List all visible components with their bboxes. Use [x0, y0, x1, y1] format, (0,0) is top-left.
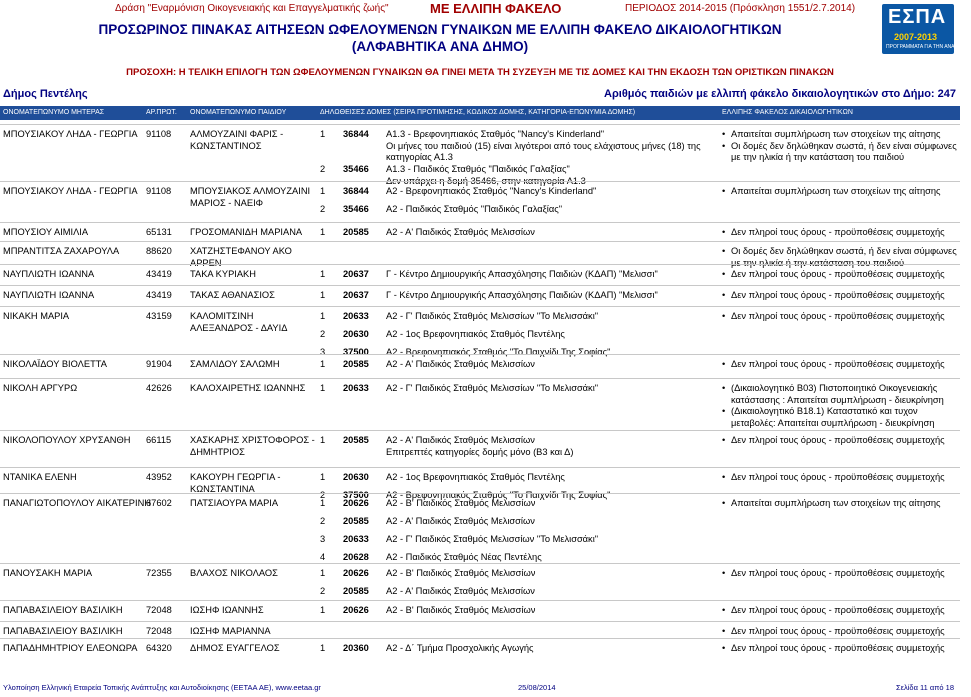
structure-code: 36844	[343, 186, 369, 196]
reason-item: • Απαιτείται συμπλήρωση των στοιχείων της αίτησης	[722, 498, 958, 510]
structure-name: Γ - Κέντρο Δημιουργικής Απασχόλησης Παιδιών (ΚΔΑΠ) "Μελισσι"	[386, 290, 658, 300]
registration-number: 43159	[146, 311, 172, 321]
mother-name: ΝΙΚΟΛΗ ΑΡΓΥΡΩ	[3, 383, 78, 393]
municipality-name: Δήμος Πεντέλης	[3, 88, 88, 100]
structure-note: Οι μήνες του παιδιού (15) είναι λιγότεροι από τους ελάχιστους μήνες (18) της κατηγορίας Α1.3	[386, 140, 701, 162]
reasons-list	[722, 568, 958, 580]
child-name: ΧΑΣΚΑΡΗΣ ΧΡΙΣΤΟΦΟΡΟΣ - ΔΗΜΗΤΡΙΟΣ	[190, 435, 315, 457]
mother-name: ΠΑΠΑΔΗΜΗΤΡΙΟΥ ΕΛΕΟΝΩΡΑ	[3, 643, 138, 653]
structure-name: Α2 - 1ος Βρεφονηπιακός Σταθμός Πεντέλης	[386, 329, 565, 339]
registration-number: 66115	[146, 435, 172, 445]
col-child: ΟΝΟΜΑΤΕΠΩΝΥΜΟ ΠΑΙΔΙΟΥ	[190, 109, 287, 116]
registration-number: 91108	[146, 186, 172, 196]
reason-item: • Δεν πληροί τους όρους - προϋποθέσεις συμμετοχής	[722, 643, 958, 655]
structure-name: Α2 - Α' Παιδικός Σταθμός Μελισσίων	[386, 586, 535, 596]
child-name: ΓΡΟΣΟΜΑΝΙΔΗ ΜΑΡΙΑΝΑ	[190, 227, 303, 237]
preference-order: 1	[320, 383, 326, 393]
mother-name: ΠΑΠΑΒΑΣΙΛΕΙΟΥ ΒΑΣΙΛΙΚΗ	[3, 626, 123, 636]
preference-order: 1	[320, 359, 326, 369]
reasons-list	[722, 269, 958, 281]
registration-number: 64320	[146, 643, 172, 653]
preference-order: 1	[320, 568, 326, 578]
preference-order: 1	[320, 605, 326, 615]
child-name: ΙΩΣΗΦ ΙΩΑΝΝΗΣ	[190, 605, 264, 615]
child-name: ΤΑΚΑΣ ΑΘΑΝΑΣΙΟΣ	[190, 290, 275, 300]
structure-code: 20585	[343, 516, 369, 526]
structure-code: 20585	[343, 359, 369, 369]
table-row	[0, 563, 960, 596]
reason-item: • Οι δομές δεν δηλώθηκαν σωστά, ή δεν είναι σύμφωνες με την ηλικία ή την κατάσταση του παιδιού	[722, 141, 958, 164]
reason-item: • Δεν πληροί τους όρους - προϋποθέσεις συμμετοχής	[722, 269, 958, 281]
structure-code: 20633	[343, 534, 369, 544]
preference-order: 1	[320, 311, 326, 321]
preference-order: 2	[320, 586, 326, 596]
mother-name: ΠΑΝΟΥΣΑΚΗ ΜΑΡΙΑ	[3, 568, 93, 578]
reasons-list	[722, 129, 958, 164]
reasons-list	[722, 290, 958, 302]
registration-number: 72355	[146, 568, 172, 578]
structure-name: Α1.3 - Παιδικός Σταθμός "Παιδικός Γαλαξίας"	[386, 164, 570, 174]
espa-logo-sub: ΠΡΟΓΡΑΜΜΑΤΑ ΓΙΑ ΤΗΝ ΑΝΑΠΤΥΞΗ	[886, 44, 971, 50]
reasons-list	[722, 227, 958, 239]
preference-order: 2	[320, 516, 326, 526]
registration-number: 72048	[146, 626, 172, 636]
mother-name: ΜΠΟΥΣΙΑΚΟΥ ΛΗΔΑ - ΓΕΩΡΓΙΑ	[3, 129, 138, 139]
structure-name: Α2 - Α' Παιδικός Σταθμός Μελισσίων	[386, 435, 535, 445]
registration-number: 43419	[146, 290, 172, 300]
preference-order: 1	[320, 472, 326, 482]
child-name: ΒΛΑΧΟΣ ΝΙΚΟΛΑΟΣ	[190, 568, 278, 578]
structure-name: Α2 - Δ΄ Τμήμα Προσχολικής Αγωγής	[386, 643, 534, 653]
table-row	[0, 600, 960, 615]
structure-name: Α2 - Α' Παιδικός Σταθμός Μελισσίων	[386, 516, 535, 526]
reason-item: • Απαιτείται συμπλήρωση των στοιχείων της αίτησης	[722, 129, 958, 141]
structure-code: 20585	[343, 227, 369, 237]
structure-name: Α2 - Α' Παιδικός Σταθμός Μελισσίων	[386, 227, 535, 237]
reasons-list	[722, 383, 958, 429]
incomplete-file-label: ΜΕ ΕΛΛΙΠΗ ΦΑΚΕΛΟ	[430, 1, 562, 16]
structure-code: 20360	[343, 643, 369, 653]
structure-code: 20585	[343, 435, 369, 445]
table-row	[0, 306, 960, 357]
child-name: ΚΑΛΟΜΙΤΣΙΝΗ ΑΛΕΞΑΝΔΡΟΣ - ΔΑΥΙΔ	[190, 311, 288, 333]
reason-item: • Δεν πληροί τους όρους - προϋποθέσεις συμμετοχής	[722, 227, 958, 239]
child-name: ΣΑΜΛΙΔΟΥ ΣΑΛΩΜΗ	[190, 359, 280, 369]
preference-order: 1	[320, 186, 326, 196]
structure-code: 37500	[343, 347, 369, 357]
child-name: ΜΠΟΥΣΙΑΚΟΣ ΑΛΜΟΥΖΑΙΝΙ ΜΑΡΙΟΣ - ΝΑΕΙΦ	[190, 186, 311, 208]
structure-name: Α2 - Παιδικός Σταθμός Νέας Πεντέλης	[386, 552, 542, 562]
action-label: Δράση "Εναρμόνιση Οικογενειακής και Επαγγελματικής ζωής"	[115, 3, 389, 14]
col-reasons: ΕΛΛΙΠΗΣ ΦΑΚΕΛΟΣ ΔΙΚΑΙΟΛΟΓΗΤΙΚΩΝ	[722, 109, 853, 116]
reasons-list	[722, 359, 958, 371]
mother-name: ΝΑΥΠΛΙΩΤΗ ΙΩΑΝΝΑ	[3, 290, 95, 300]
preference-order: 1	[320, 290, 326, 300]
preference-order: 1	[320, 129, 326, 139]
notice-text: ΠΡΟΣΟΧΗ: Η ΤΕΛΙΚΗ ΕΠΙΛΟΓΗ ΤΩΝ ΩΦΕΛΟΥΜΕΝΩΝ ΓΥΝΑΙΚΩΝ ΘΑ ΓΙΝΕΙ ΜΕΤΑ ΤΗ ΣΥΖΕΥΞΗ ΜΕ ΤΙΣ ΔΟΜΕΣ ΚΑΙ ΤΗΝ ΕΚΔΟΣΗ ΤΩΝ ΟΡΙΣΤΙΚΩΝ ΠΙΝΑΚΩΝ	[126, 67, 834, 78]
structure-name: Γ - Κέντρο Δημιουργικής Απασχόλησης Παιδιών (ΚΔΑΠ) "Μελισσι"	[386, 269, 658, 279]
registration-number: 43419	[146, 269, 172, 279]
reasons-list	[722, 498, 958, 510]
structure-name: Α2 - Βρεφονηπιακός Σταθμός "Το Παιχνίδι Της Σοφίας"	[386, 347, 611, 357]
structure-name: Α2 - Α' Παιδικός Σταθμός Μελισσίων	[386, 359, 535, 369]
mother-name: ΠΑΝΑΓΙΩΤΟΠΟΥΛΟΥ ΑΙΚΑΤΕΡΙΝΗ	[3, 498, 152, 508]
preference-order: 1	[320, 498, 326, 508]
structure-name: Α2 - Β' Παιδικός Σταθμός Μελισσίων	[386, 605, 536, 615]
table-row	[0, 378, 960, 428]
reasons-list	[722, 472, 958, 484]
structure-name: Α2 - Παιδικός Σταθμός "Παιδικός Γαλαξίας"	[386, 204, 563, 214]
table-row	[0, 354, 960, 369]
document-title: ΠΡΟΣΩΡΙΝΟΣ ΠΙΝΑΚΑΣ ΑΙΤΗΣΕΩΝ ΩΦΕΛΟΥΜΕΝΩΝ ΓΥΝΑΙΚΩΝ ΜΕ ΕΛΛΙΠΗ ΦΑΚΕΛΟ ΔΙΚΑΙΟΛΟΓΗΤΙΚΩΝ	[98, 22, 782, 37]
preference-order: 4	[320, 552, 326, 562]
mother-name: ΠΑΠΑΒΑΣΙΛΕΙΟΥ ΒΑΣΙΛΙΚΗ	[3, 605, 123, 615]
table-row	[0, 638, 960, 653]
reason-item: • Απαιτείται συμπλήρωση των στοιχείων της αίτησης	[722, 186, 958, 198]
structure-code: 35466	[343, 204, 369, 214]
preference-order: 3	[320, 347, 326, 357]
structure-name: Α2 - Γ' Παιδικός Σταθμός Μελισσίων "Το Μελισσάκι"	[386, 534, 599, 544]
structure-code: 20585	[343, 586, 369, 596]
registration-number: 42626	[146, 383, 172, 393]
municipality-bar	[0, 83, 960, 105]
preference-order: 1	[320, 643, 326, 653]
mother-name: ΜΠΡΑΝΤΙΤΣΑ ΖΑΧΑΡΟΥΛΑ	[3, 246, 120, 256]
structure-code: 20626	[343, 605, 369, 615]
registration-number: 67602	[146, 498, 172, 508]
reason-item: • Δεν πληροί τους όρους - προϋποθέσεις συμμετοχής	[722, 290, 958, 302]
table-row	[0, 430, 960, 457]
reason-item: • Δεν πληροί τους όρους - προϋποθέσεις συμμετοχής	[722, 435, 958, 447]
col-structures: ΔΗΛΩΘΕΙΣΕΣ ΔΟΜΕΣ (ΣΕΙΡΑ ΠΡΟΤΙΜΗΣΗΣ, ΚΩΔΙΚΟΣ ΔΟΜΗΣ, ΚΑΤΗΓΟΡΙΑ-ΕΠΩΝΥΜΙΑ ΔΟΜΗΣ)	[320, 109, 636, 116]
structure-note: Δεν υπάρχει η δομή 35466, στην κατηγορία Α1.3	[386, 175, 586, 186]
child-name: ΙΩΣΗΦ ΜΑΡΙΑΝΝΑ	[190, 626, 271, 636]
preference-order: 1	[320, 435, 326, 445]
reasons-list	[722, 626, 958, 638]
reasons-list	[722, 186, 958, 198]
reasons-list	[722, 246, 958, 269]
child-name: ΤΑΚΑ ΚΥΡΙΑΚΗ	[190, 269, 256, 279]
structure-code: 20626	[343, 498, 369, 508]
structure-code: 35466	[343, 164, 369, 174]
structure-name: Α2 - Β' Παιδικός Σταθμός Μελισσίων	[386, 568, 536, 578]
mother-name: ΝΙΚΟΛΑΪΔΟΥ ΒΙΟΛΕΤΤΑ	[3, 359, 107, 369]
table-row	[0, 241, 960, 268]
structure-name: Α2 - Βρεφονηπιακός Σταθμός "Nancy's Kinderland"	[386, 186, 597, 196]
reason-item: • Δεν πληροί τους όρους - προϋποθέσεις συμμετοχής	[722, 311, 958, 323]
table-row	[0, 264, 960, 279]
col-reg: ΑΡ.ΠΡΩΤ.	[146, 109, 177, 116]
preference-order: 1	[320, 227, 326, 237]
mother-name: ΝΙΚΟΛΟΠΟΥΛΟΥ ΧΡΥΣΑΝΘΗ	[3, 435, 131, 445]
reason-item: • Δεν πληροί τους όρους - προϋποθέσεις συμμετοχής	[722, 472, 958, 484]
structure-code: 20637	[343, 290, 369, 300]
structure-code: 20637	[343, 269, 369, 279]
reasons-list	[722, 311, 958, 323]
structure-code: 20626	[343, 568, 369, 578]
reason-item: • (Δικαιολογητικό Β03) Πιστοποιητικό Οικογενειακής κατάστασης : Απαιτείται συμπλήρωση - διευκρίνηση	[722, 383, 958, 406]
document-footer	[0, 683, 960, 695]
preference-order: 2	[320, 329, 326, 339]
document-subtitle: (ΑΛΦΑΒΗΤΙΚΑ ΑΝΑ ΔΗΜΟ)	[351, 39, 529, 54]
structure-name: Α1.3 - Βρεφονηπιακός Σταθμός "Nancy's Kinderland"	[386, 129, 605, 139]
mother-name: ΜΠΟΥΣΙΟΥ ΑΙΜΙΛΙΑ	[3, 227, 89, 237]
reasons-list	[722, 643, 958, 655]
structure-code: 20633	[343, 383, 369, 393]
structure-code: 20628	[343, 552, 369, 562]
registration-number: 43952	[146, 472, 172, 482]
table-row	[0, 181, 960, 214]
children-count: Αριθμός παιδιών με ελλιπή φάκελο δικαιολογητικών στο Δήμο: 247	[604, 88, 956, 100]
structure-name: Α2 - Β' Παιδικός Σταθμός Μελισσίων	[386, 498, 536, 508]
reasons-list	[722, 435, 958, 447]
mother-name: ΝΤΑΝΙΚΑ ΕΛΕΝΗ	[3, 472, 77, 482]
reason-item: • Δεν πληροί τους όρους - προϋποθέσεις συμμετοχής	[722, 626, 958, 638]
mother-name: ΝΙΚΑΚΗ ΜΑΡΙΑ	[3, 311, 70, 321]
structure-name: Α2 - Βρεφονηπιακός Σταθμός "Το Παιχνίδι Της Σοφίας"	[386, 490, 611, 500]
header-top-line	[0, 3, 880, 17]
child-name: ΧΑΤΖΗΣΤΕΦΑΝΟΥ ΑΚΟ ΑΡΡΕΝ	[190, 246, 292, 268]
preference-order: 2	[320, 490, 326, 500]
child-name: ΚΑΚΟΥΡΗ ΓΕΩΡΓΙΑ - ΚΩΝΣΤΑΝΤΙΝΑ	[190, 472, 281, 494]
reason-item: • (Δικαιολογητικό Β18.1) Καταστατικό και τυχον μεταβολές: Απαιτείται συμπλήρωση - διευκρίνηση	[722, 406, 958, 429]
preference-order: 3	[320, 534, 326, 544]
structure-code: 20630	[343, 329, 369, 339]
structure-name: Α2 - 1ος Βρεφονηπιακός Σταθμός Πεντέλης	[386, 472, 565, 482]
child-name: ΔΗΜΟΣ ΕΥΑΓΓΕΛΟΣ	[190, 643, 280, 653]
mother-name: ΝΑΥΠΛΙΩΤΗ ΙΩΑΝΝΑ	[3, 269, 95, 279]
reasons-list	[722, 605, 958, 617]
child-name: ΑΛΜΟΥΖΑΙΝΙ ΦΑΡΙΣ - ΚΩΝΣΤΑΝΤΙΝΟΣ	[190, 129, 284, 151]
child-name: ΚΑΛΟΧΑΙΡΕΤΗΣ ΙΩΑΝΝΗΣ	[190, 383, 306, 393]
registration-number: 91108	[146, 129, 172, 139]
table-row	[0, 222, 960, 237]
espa-logo-text: ΕΣΠΑ	[888, 6, 947, 28]
table-row	[0, 124, 960, 186]
preference-order: 2	[320, 164, 326, 174]
registration-number: 72048	[146, 605, 172, 615]
espa-logo-years: 2007-2013	[894, 32, 938, 42]
preference-order: 1	[320, 269, 326, 279]
registration-number: 88620	[146, 246, 172, 256]
table-row	[0, 285, 960, 300]
registration-number: 65131	[146, 227, 172, 237]
structure-note: Επιτρεπτές κατηγορίες δομής μόνο (Β3 και Δ)	[386, 446, 574, 457]
mother-name: ΜΠΟΥΣΙΑΚΟΥ ΛΗΔΑ - ΓΕΩΡΓΙΑ	[3, 186, 138, 196]
structure-name: Α2 - Γ' Παιδικός Σταθμός Μελισσίων "Το Μελισσάκι"	[386, 311, 599, 321]
structure-code: 20630	[343, 472, 369, 482]
reason-item: • Δεν πληροί τους όρους - προϋποθέσεις συμμετοχής	[722, 605, 958, 617]
col-mother: ΟΝΟΜΑΤΕΠΩΝΥΜΟ ΜΗΤΕΡΑΣ	[3, 109, 105, 116]
structure-code: 20633	[343, 311, 369, 321]
column-header-row	[0, 106, 960, 120]
footer-page: Σελίδα 11 από 18	[896, 683, 954, 692]
table-row	[0, 467, 960, 500]
footer-date: 25/08/2014	[518, 683, 556, 692]
structure-name: Α2 - Γ' Παιδικός Σταθμός Μελισσίων "Το Μελισσάκι"	[386, 383, 599, 393]
child-name: ΠΑΤΣΙΑΟΥΡΑ ΜΑΡΙΑ	[190, 498, 279, 508]
reason-item: • Δεν πληροί τους όρους - προϋποθέσεις συμμετοχής	[722, 568, 958, 580]
document-header	[0, 0, 971, 78]
registration-number: 91904	[146, 359, 172, 369]
structure-code: 36844	[343, 129, 369, 139]
reason-item: • Δεν πληροί τους όρους - προϋποθέσεις συμμετοχής	[722, 359, 958, 371]
period-label: ΠΕΡΙΟΔΟΣ 2014-2015 (Πρόσκληση 1551/2.7.2014)	[625, 3, 856, 14]
table-row	[0, 621, 960, 636]
footer-implementer: Υλοποίηση Ελληνική Εταιρεία Τοπικής Ανάπτυξης και Αυτοδιοίκησης (ΕΕΤΑΑ ΑΕ), www.eetaa.gr	[3, 683, 321, 692]
preference-order: 2	[320, 204, 326, 214]
espa-logo	[882, 4, 971, 54]
structure-code: 37500	[343, 490, 369, 500]
reason-item: • Οι δομές δεν δηλώθηκαν σωστά, ή δεν είναι σύμφωνες με την ηλικία ή την κατάσταση του παιδιού	[722, 246, 958, 269]
